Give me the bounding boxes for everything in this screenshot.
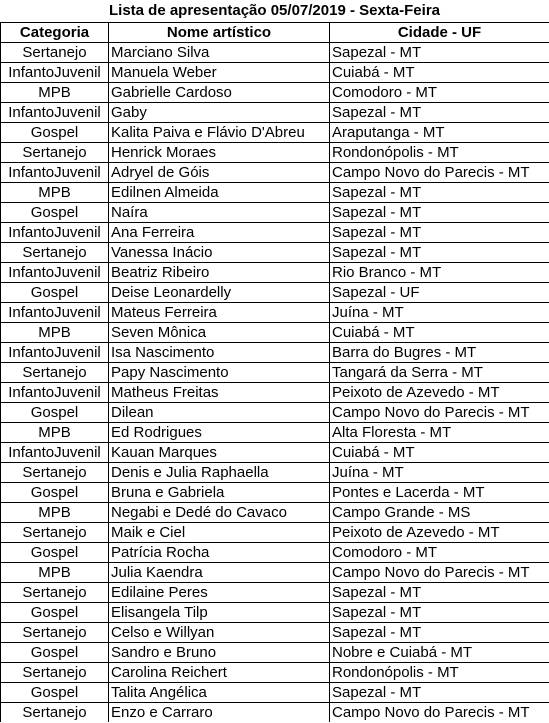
cell-nome: Adryel de Góis <box>109 163 330 183</box>
table-row <box>1 183 549 203</box>
cell-cidade: Peixoto de Azevedo - MT <box>330 523 549 543</box>
cell-categoria: InfantoJuvenil <box>1 103 109 123</box>
cell-nome: Talita Angélica <box>109 683 330 703</box>
cell-cidade: Sapezal - MT <box>330 623 549 643</box>
table-row <box>1 563 549 583</box>
cell-cidade: Cuiabá - MT <box>330 443 549 463</box>
table-row <box>1 583 549 603</box>
presentation-table <box>0 22 549 722</box>
cell-nome: Edilnen Almeida <box>109 183 330 203</box>
table-row <box>1 43 549 63</box>
cell-categoria: Sertanejo <box>1 363 109 383</box>
cell-categoria: InfantoJuvenil <box>1 443 109 463</box>
cell-cidade: Rondonópolis - MT <box>330 663 549 683</box>
cell-cidade: Sapezal - MT <box>330 103 549 123</box>
cell-nome: Papy Nascimento <box>109 363 330 383</box>
cell-nome: Celso e Willyan <box>109 623 330 643</box>
cell-nome: Patrícia Rocha <box>109 543 330 563</box>
cell-nome: Negabi e Dedé do Cavaco <box>109 503 330 523</box>
cell-categoria: Sertanejo <box>1 623 109 643</box>
cell-cidade: Rondonópolis - MT <box>330 143 549 163</box>
cell-categoria: Sertanejo <box>1 663 109 683</box>
sheet-title: Lista de apresentação 05/07/2019 - Sexta-Feira <box>108 2 440 19</box>
cell-categoria: InfantoJuvenil <box>1 163 109 183</box>
cell-cidade: Tangará da Serra - MT <box>330 363 549 383</box>
cell-cidade: Juína - MT <box>330 303 549 323</box>
cell-cidade: Sapezal - MT <box>330 243 549 263</box>
cell-nome: Maik e Ciel <box>109 523 330 543</box>
cell-nome: Marciano Silva <box>109 43 330 63</box>
cell-categoria: Gospel <box>1 283 109 303</box>
cell-categoria: Sertanejo <box>1 583 109 603</box>
cell-categoria: MPB <box>1 423 109 443</box>
cell-nome: Edilaine Peres <box>109 583 330 603</box>
cell-nome: Matheus Freitas <box>109 383 330 403</box>
cell-nome: Gabrielle Cardoso <box>109 83 330 103</box>
table-row <box>1 343 549 363</box>
cell-cidade: Peixoto de Azevedo - MT <box>330 383 549 403</box>
table-body <box>1 43 549 723</box>
cell-categoria: InfantoJuvenil <box>1 343 109 363</box>
table-row <box>1 643 549 663</box>
table-row <box>1 543 549 563</box>
cell-nome: Kauan Marques <box>109 443 330 463</box>
cell-categoria: Sertanejo <box>1 143 109 163</box>
cell-cidade: Sapezal - MT <box>330 683 549 703</box>
cell-nome: Ana Ferreira <box>109 223 330 243</box>
table-row <box>1 83 549 103</box>
cell-categoria: MPB <box>1 503 109 523</box>
cell-nome: Enzo e Carraro <box>109 703 330 723</box>
table-row <box>1 683 549 703</box>
cell-categoria: MPB <box>1 323 109 343</box>
cell-nome: Sandro e Bruno <box>109 643 330 663</box>
cell-cidade: Campo Novo do Parecis - MT <box>330 703 549 723</box>
table-row <box>1 703 549 723</box>
cell-nome: Dilean <box>109 403 330 423</box>
table-row <box>1 163 549 183</box>
table-row <box>1 483 549 503</box>
cell-cidade: Pontes e Lacerda - MT <box>330 483 549 503</box>
table-row <box>1 203 549 223</box>
cell-cidade: Rio Branco - MT <box>330 263 549 283</box>
cell-categoria: Sertanejo <box>1 243 109 263</box>
cell-cidade: Alta Floresta - MT <box>330 423 549 443</box>
header-categoria: Categoria <box>1 23 109 43</box>
header-row <box>1 23 549 43</box>
cell-categoria: InfantoJuvenil <box>1 303 109 323</box>
cell-cidade: Sapezal - MT <box>330 43 549 63</box>
table-row <box>1 303 549 323</box>
header-nome: Nome artístico <box>109 23 330 43</box>
header-cidade: Cidade - UF <box>330 23 549 43</box>
cell-nome: Isa Nascimento <box>109 343 330 363</box>
cell-categoria: MPB <box>1 83 109 103</box>
cell-categoria: Sertanejo <box>1 523 109 543</box>
cell-cidade: Araputanga - MT <box>330 123 549 143</box>
cell-cidade: Campo Novo do Parecis - MT <box>330 403 549 423</box>
cell-categoria: MPB <box>1 183 109 203</box>
table-row <box>1 323 549 343</box>
cell-categoria: MPB <box>1 563 109 583</box>
cell-categoria: Gospel <box>1 483 109 503</box>
table-row <box>1 503 549 523</box>
table-row <box>1 603 549 623</box>
table-row <box>1 63 549 83</box>
cell-nome: Julia Kaendra <box>109 563 330 583</box>
table-row <box>1 243 549 263</box>
cell-nome: Elisangela Tilp <box>109 603 330 623</box>
cell-cidade: Campo Novo do Parecis - MT <box>330 163 549 183</box>
cell-categoria: InfantoJuvenil <box>1 63 109 83</box>
table-row <box>1 143 549 163</box>
table-row <box>1 463 549 483</box>
cell-nome: Vanessa Inácio <box>109 243 330 263</box>
table-row <box>1 263 549 283</box>
cell-cidade: Comodoro - MT <box>330 543 549 563</box>
cell-categoria: Gospel <box>1 683 109 703</box>
cell-nome: Gaby <box>109 103 330 123</box>
cell-cidade: Sapezal - MT <box>330 583 549 603</box>
cell-nome: Ed Rodrigues <box>109 423 330 443</box>
cell-cidade: Cuiabá - MT <box>330 63 549 83</box>
cell-categoria: Gospel <box>1 203 109 223</box>
cell-nome: Seven Mônica <box>109 323 330 343</box>
cell-nome: Bruna e Gabriela <box>109 483 330 503</box>
cell-cidade: Campo Novo do Parecis - MT <box>330 563 549 583</box>
table-row <box>1 103 549 123</box>
cell-nome: Manuela Weber <box>109 63 330 83</box>
cell-categoria: InfantoJuvenil <box>1 263 109 283</box>
table-row <box>1 663 549 683</box>
cell-nome: Henrick Moraes <box>109 143 330 163</box>
cell-cidade: Barra do Bugres - MT <box>330 343 549 363</box>
cell-nome: Denis e Julia Raphaella <box>109 463 330 483</box>
cell-nome: Mateus Ferreira <box>109 303 330 323</box>
cell-nome: Deise Leonardelly <box>109 283 330 303</box>
cell-nome: Kalita Paiva e Flávio D'Abreu <box>109 123 330 143</box>
cell-cidade: Campo Grande - MS <box>330 503 549 523</box>
cell-categoria: Sertanejo <box>1 463 109 483</box>
table-row <box>1 523 549 543</box>
cell-categoria: InfantoJuvenil <box>1 223 109 243</box>
cell-nome: Carolina Reichert <box>109 663 330 683</box>
cell-cidade: Juína - MT <box>330 463 549 483</box>
table-row <box>1 423 549 443</box>
table-row <box>1 403 549 423</box>
cell-categoria: Gospel <box>1 603 109 623</box>
cell-cidade: Cuiabá - MT <box>330 323 549 343</box>
cell-cidade: Sapezal - MT <box>330 223 549 243</box>
table-row <box>1 283 549 303</box>
cell-categoria: InfantoJuvenil <box>1 383 109 403</box>
cell-cidade: Nobre e Cuiabá - MT <box>330 643 549 663</box>
cell-categoria: Gospel <box>1 643 109 663</box>
cell-categoria: Sertanejo <box>1 703 109 723</box>
table-row <box>1 363 549 383</box>
table-row <box>1 623 549 643</box>
cell-cidade: Sapezal - UF <box>330 283 549 303</box>
table-row <box>1 383 549 403</box>
cell-cidade: Sapezal - MT <box>330 603 549 623</box>
cell-nome: Beatriz Ribeiro <box>109 263 330 283</box>
table-row <box>1 223 549 243</box>
cell-categoria: Sertanejo <box>1 43 109 63</box>
table-row <box>1 123 549 143</box>
cell-nome: Naíra <box>109 203 330 223</box>
cell-cidade: Comodoro - MT <box>330 83 549 103</box>
cell-cidade: Sapezal - MT <box>330 203 549 223</box>
table-row <box>1 443 549 463</box>
cell-cidade: Sapezal - MT <box>330 183 549 203</box>
cell-categoria: Gospel <box>1 543 109 563</box>
cell-categoria: Gospel <box>1 123 109 143</box>
cell-categoria: Gospel <box>1 403 109 423</box>
